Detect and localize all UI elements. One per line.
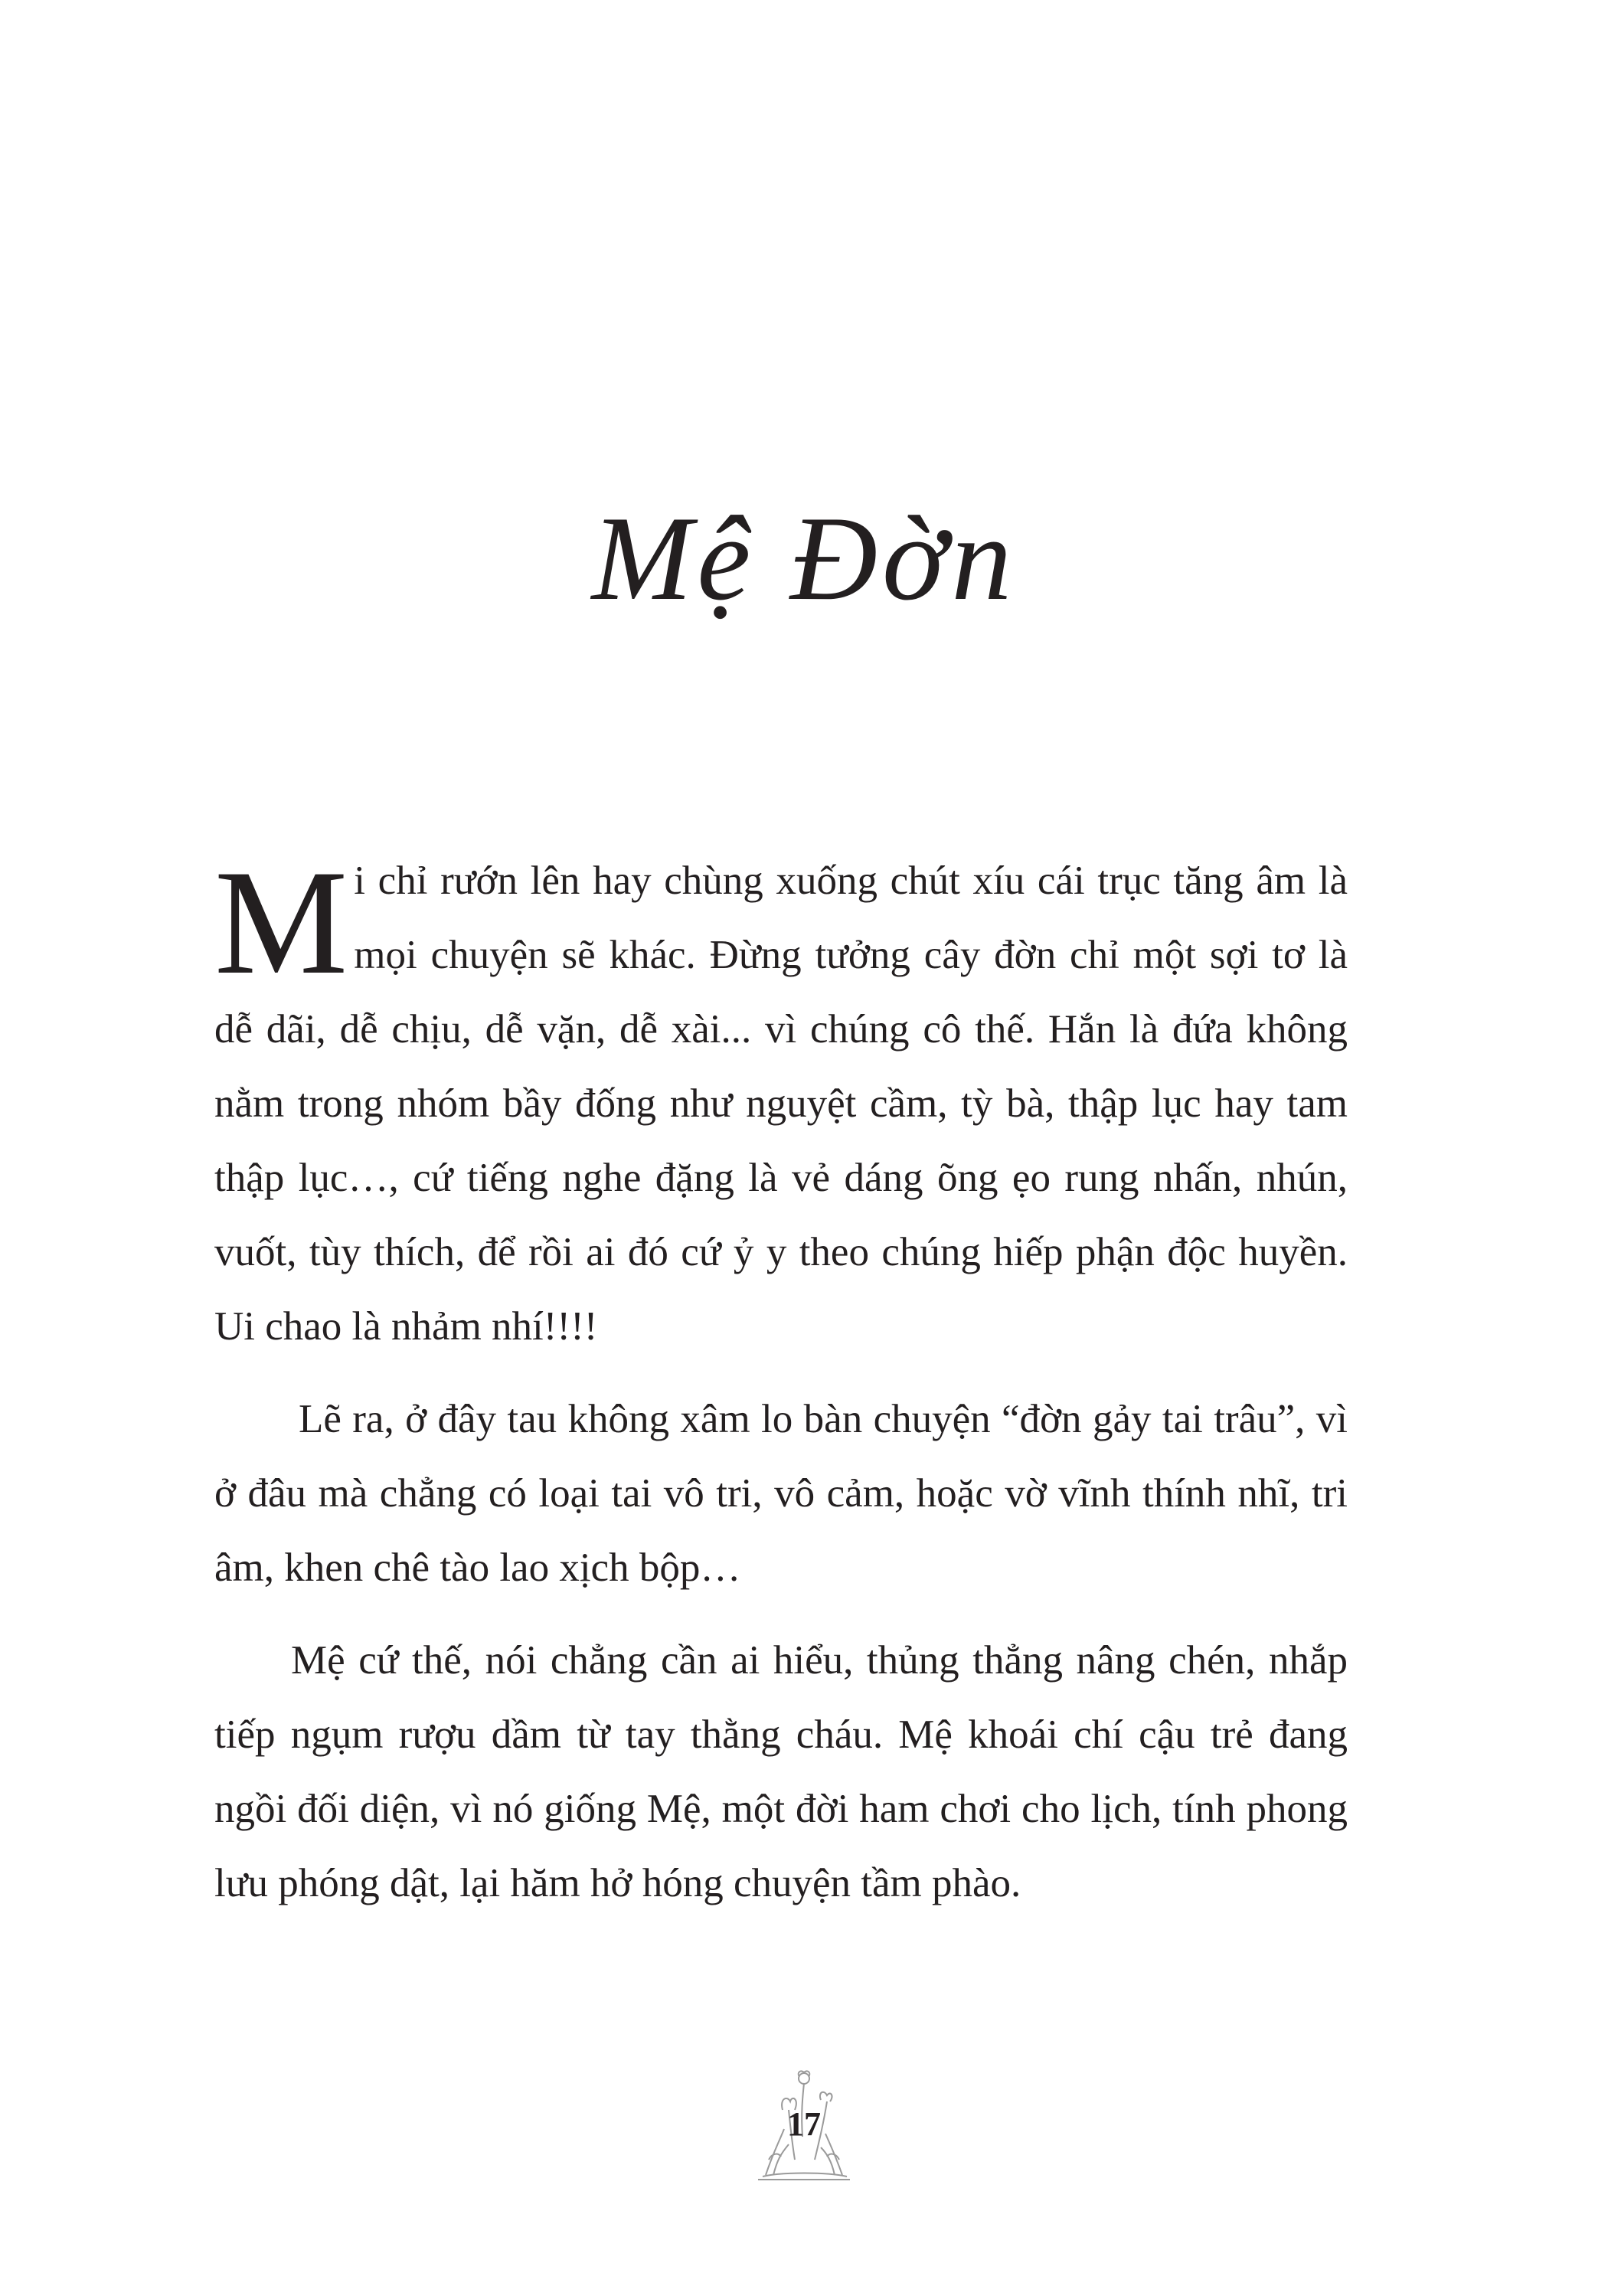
page-footer	[735, 2068, 873, 2183]
page-number: 17	[787, 2105, 821, 2143]
body-text	[214, 839, 1348, 1921]
paragraph-2: Lẽ ra, ở đây tau không xâm lo bàn chuyện “đờn gảy tai trâu”, vì ở đâu mà chẳng có loại tai vô tri, vô cảm, hoặc vờ vĩnh thính nhĩ, tri âm, khen chê tào lao xịch bộp…	[214, 1397, 1348, 1590]
paragraph-3: Mệ cứ thế, nói chẳng cần ai hiểu, thủng thẳng nâng chén, nhắp tiếp ngụm rượu dầm từ tay thằng cháu. Mệ khoái chí cậu trẻ đang ngồi đối diện, vì nó giống Mệ, một đời ham chơi cho lịch, tính phong lưu phóng dật, lại hăm hở hóng chuyện tầm phào.	[214, 1638, 1348, 1905]
paragraph-1	[214, 839, 1348, 1364]
paragraph-1-text: i chỉ rướn lên hay chùng xuống chút xíu cái trục tăng âm là mọi chuyện sẽ khác. Đừng tưởng cây đờn chỉ một sợi tơ là dễ dãi, dễ chịu, dễ vặn, dễ xài... vì chúng cô thế. Hắn là đứa không nằm trong nhóm bầy đống như nguyệt cầm, tỳ bà, thập lục hay tam thập lục…, cứ tiếng nghe đặng là vẻ dáng õng ẹo rung nhấn, nhún, vuốt, tùy thích, để rồi ai đó cứ ỷ y theo chúng hiếp phận độc huyền. Ui chao là nhảm nhí!!!!	[214, 859, 1348, 1349]
chapter-title: Mệ Đờn	[591, 492, 1017, 626]
drop-cap: M	[214, 839, 348, 1006]
